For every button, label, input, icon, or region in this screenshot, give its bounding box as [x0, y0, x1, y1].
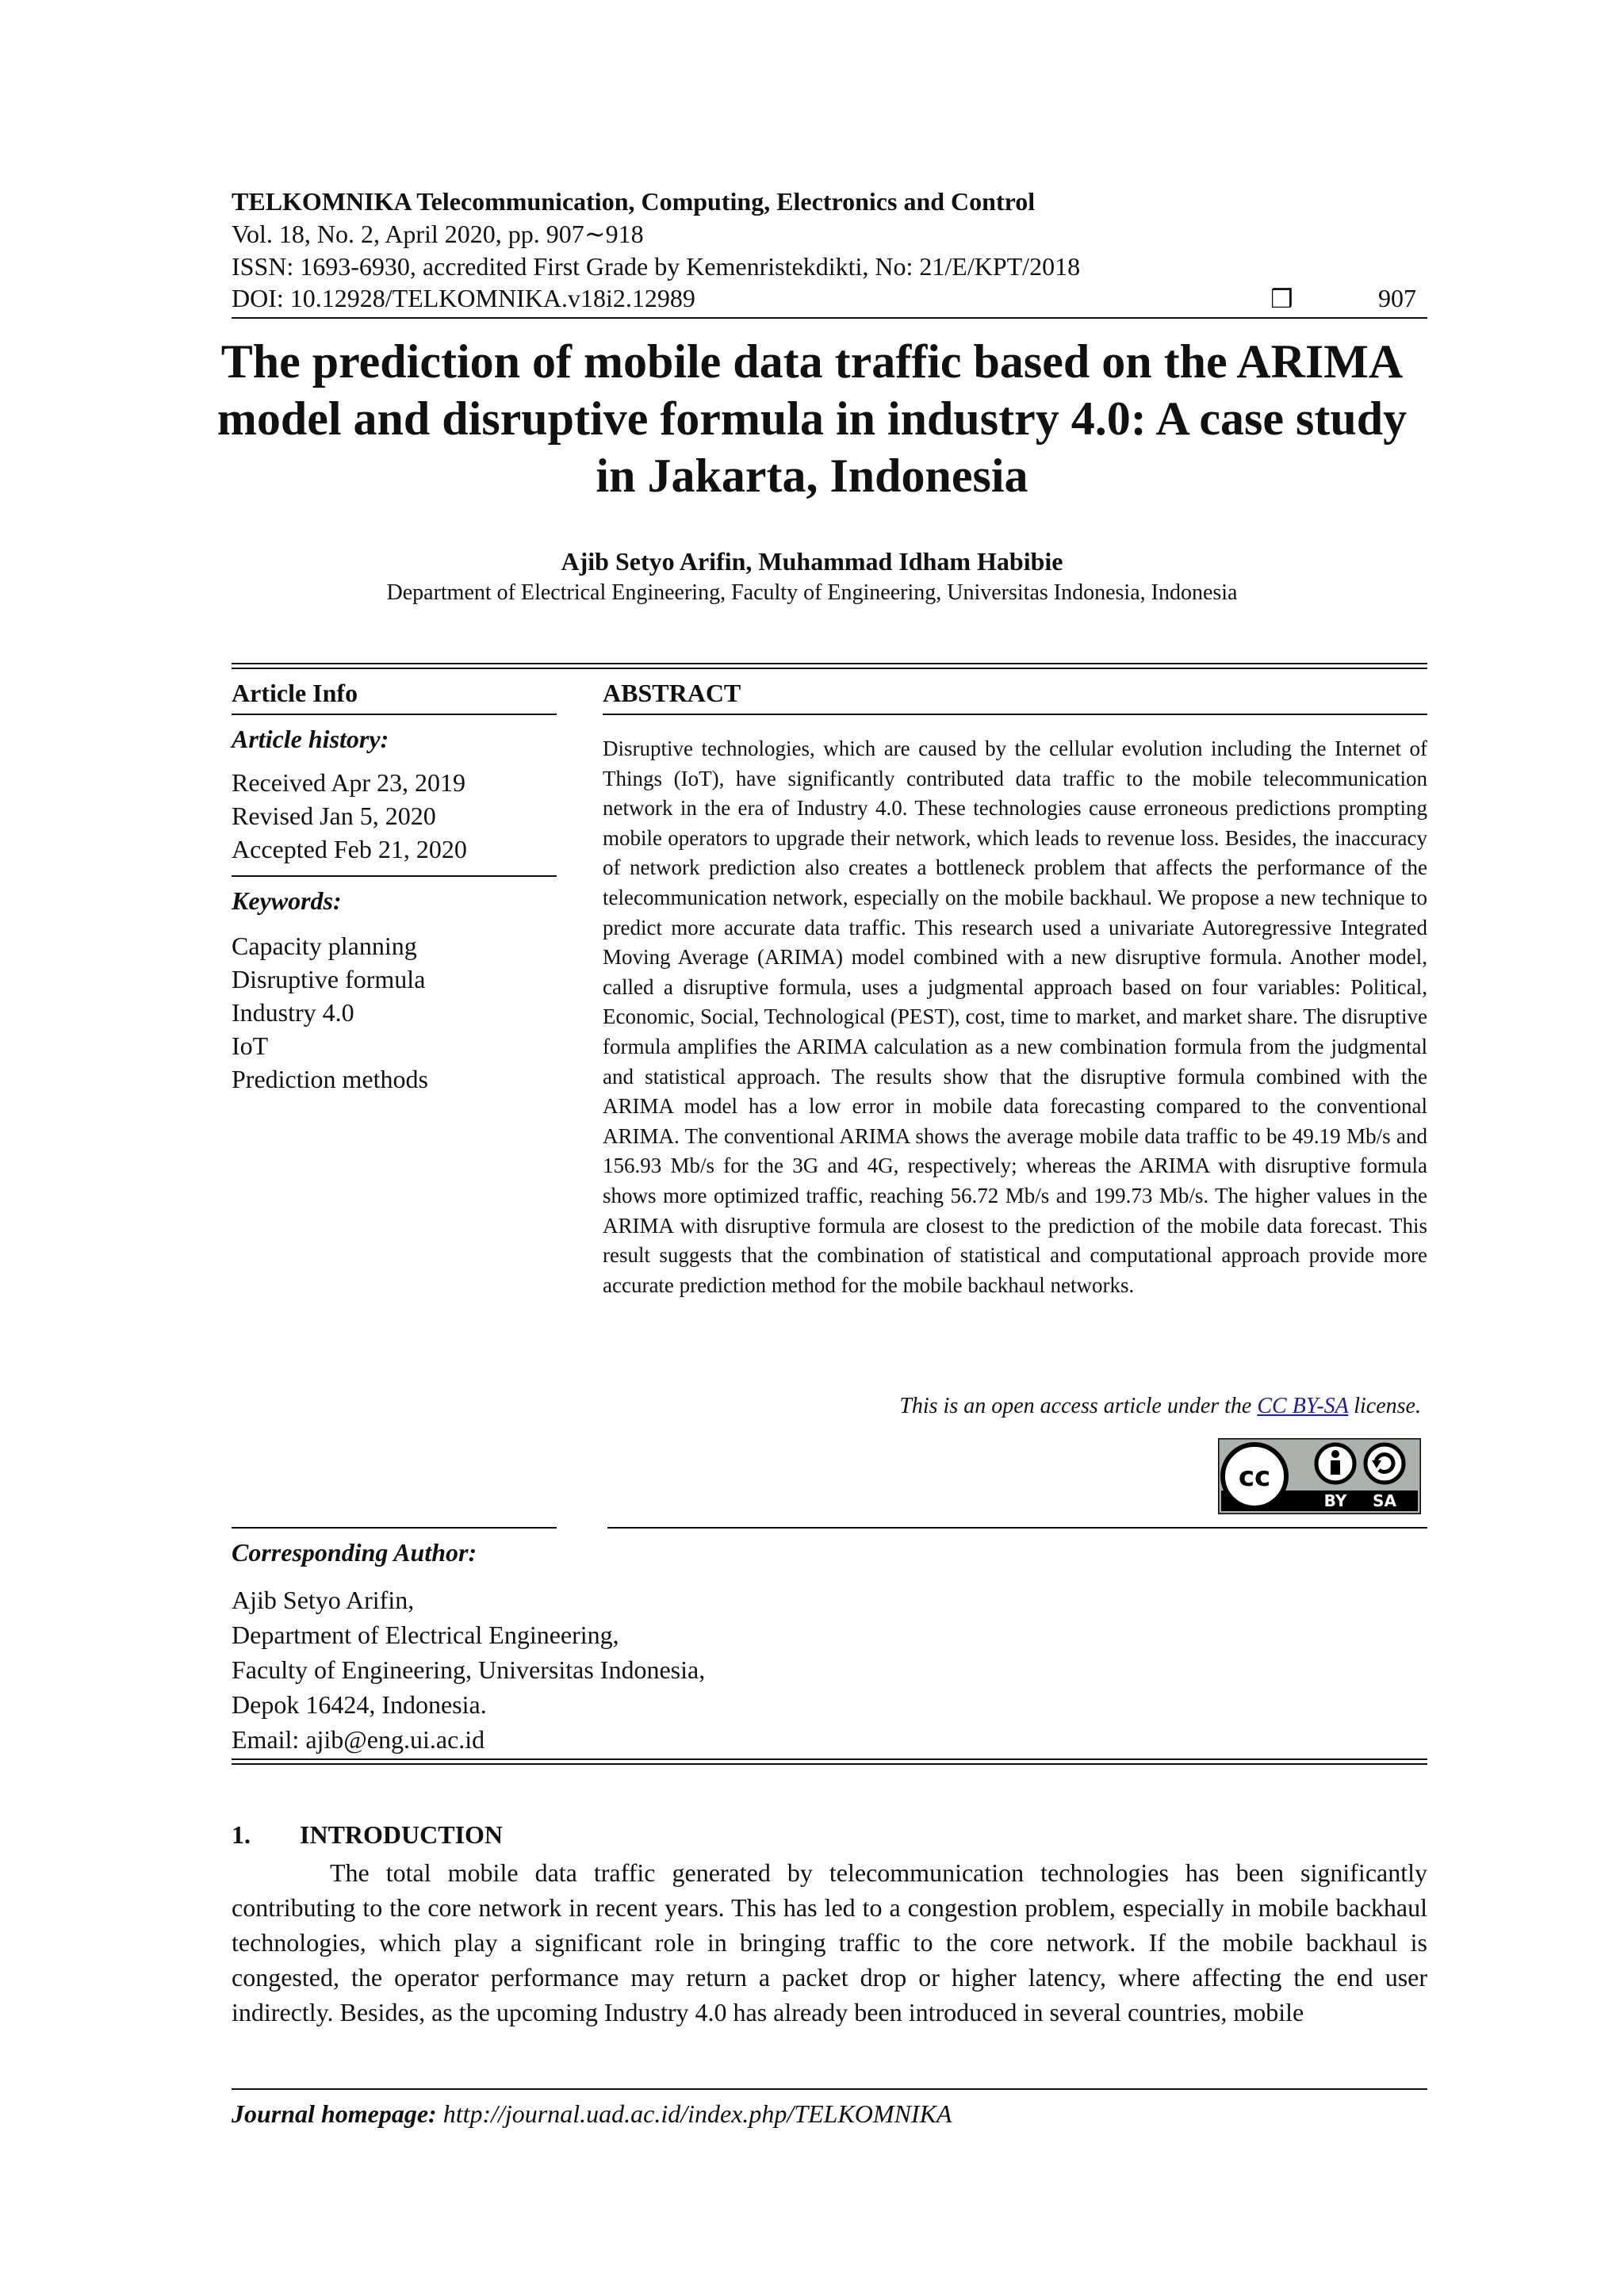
corresponding-name: Ajib Setyo Arifin, [232, 1586, 415, 1614]
history-accepted: Accepted Feb 21, 2020 [232, 835, 467, 863]
homepage-label: Journal homepage: [232, 2099, 437, 2128]
affiliation: Department of Electrical Engineering, Faculty of Engineering, Universitas Indonesia, Indonesia [386, 580, 1238, 605]
section-number: 1. [232, 1820, 251, 1849]
corresponding-author-details [232, 1582, 705, 1757]
journal-name: TELKOMNIKA Telecommunication, Computing, Electronics and Control [232, 187, 1036, 216]
title-line: model and disruptive formula in industry 4.0: A case study [216, 392, 1408, 445]
title-line: in Jakarta, Indonesia [596, 450, 1028, 502]
keyword-item: Prediction methods [232, 1065, 428, 1093]
open-access-prefix: This is an open access article under the [899, 1394, 1258, 1418]
article-doi: DOI: 10.12928/TELKOMNIKA.v18i2.12989 [232, 284, 695, 312]
corresponding-address: Depok 16424, Indonesia. [232, 1690, 487, 1719]
keyword-item: IoT [232, 1031, 269, 1060]
history-revised: Revised Jan 5, 2020 [232, 802, 436, 830]
cc-icon-text: cc [1238, 1461, 1271, 1493]
share-alike-icon [1365, 1445, 1404, 1483]
corresponding-email: Email: ajib@eng.ui.ac.id [232, 1725, 485, 1754]
journal-volume: Vol. 18, No. 2, April 2020, pp. 907∼918 [232, 220, 644, 248]
keywords-label: Keywords: [232, 886, 342, 915]
corresponding-rule-right [607, 1527, 1427, 1529]
journal-issn: ISSN: 1693-6930, accredited First Grade by Kemenristekdikti, No: 21/E/KPT/2018 [232, 252, 1081, 281]
title-line: The prediction of mobile data traffic based on the ARIMA [220, 335, 1404, 388]
box-icon: ❒ [1270, 284, 1293, 314]
cc-by-sa-link[interactable]: CC BY-SA [1257, 1394, 1349, 1418]
abstract-text: Disruptive technologies, which are caused by the cellular evolution including the Internet of Things (IoT), have significantly contributed data traffic to the mobile telecommunication network in the era of Industry 4.0. These technologies cause erroneous predictions prompting mobile operators to upgrade their network, which leads to revenue loss. Besides, the inaccuracy of network prediction also creates a bottleneck problem that affects the performance of the telecommunication network, especially on the mobile backhaul. We propose a new technique to predict more accurate data traffic. This research used a univariate Autoregressive Integrated Moving Average (ARIMA) model combined with a new disruptive formula. Another model, called a disruptive formula, uses a judgmental approach based on four variables: Political, Economic, Social, Technological (PEST), cost, time to market, and market share. The disruptive formula amplifies the ARIMA calculation as a new combination formula from the judgmental and statistical approach. The results show that the disruptive formula combined with the ARIMA model has a low error in mobile data forecasting compared to the conventional ARIMA. The conventional ARIMA shows the average mobile data traffic to be 49.19 Mb/s and 156.93 Mb/s for the 3G and 4G, respectively; whereas the ARIMA with disruptive formula shows more optimized traffic, reaching 56.72 Mb/s and 199.73 Mb/s. The higher values in the ARIMA with disruptive formula are closest to the prediction of the mobile data forecast. This result suggests that the combination of statistical and computational approach provide more accurate prediction method for the mobile backhaul networks. [603, 737, 1427, 1297]
cc-badge-graphic [1218, 1438, 1421, 1514]
introduction-text: The total mobile data traffic generated by telecommunication technologies has been significantly contributing to the core network in recent years. This has led to a congestion problem, especially in mobile backhaul technologies, which play a significant role in bringing traffic to the core network. If the mobile backhaul is congested, the operator performance may return a packet drop or higher latency, where affecting the end user indirectly. Besides, as the upcoming Industry 4.0 has already been introduced in several countries, mobile [232, 1858, 1427, 2026]
corresponding-author-label: Corresponding Author: [232, 1538, 477, 1567]
open-access-note [714, 1394, 1421, 1419]
keywords-rule [232, 875, 557, 877]
corresponding-department: Department of Electrical Engineering, [232, 1621, 619, 1649]
keyword-item: Disruptive formula [232, 965, 426, 993]
introduction-heading [232, 1820, 503, 1850]
history-label: Article history: [232, 725, 389, 753]
section-double-rule-top [232, 663, 1427, 664]
intro-double-rule-bottom [232, 1763, 1427, 1765]
corresponding-rule-left [232, 1527, 557, 1529]
abstract-rule [603, 714, 1427, 715]
history-received: Received Apr 23, 2019 [232, 768, 466, 797]
article-info-heading: Article Info [232, 679, 358, 707]
authors: Ajib Setyo Arifin, Muhammad Idham Habibie [561, 547, 1063, 576]
cc-by-sa-badge[interactable] [1218, 1438, 1421, 1514]
corresponding-faculty: Faculty of Engineering, Universitas Indonesia, [232, 1655, 706, 1684]
by-label: BY [1323, 1491, 1347, 1510]
journal-homepage [232, 2099, 952, 2129]
section-title: INTRODUCTION [300, 1820, 504, 1849]
open-access-suffix: license. [1348, 1394, 1421, 1418]
article-info-rule [232, 714, 557, 715]
abstract-heading: ABSTRACT [603, 679, 741, 707]
keyword-item: Industry 4.0 [232, 998, 354, 1027]
homepage-url[interactable]: http://journal.uad.ac.id/index.php/TELKOMNIKA [442, 2099, 952, 2128]
section-double-rule-bottom [232, 668, 1427, 669]
keyword-item: Capacity planning [232, 932, 417, 960]
header-rule [232, 317, 1427, 319]
sa-label: SA [1373, 1491, 1396, 1510]
keywords-list [232, 929, 428, 1096]
paper-title [174, 333, 1450, 504]
history-list [232, 766, 467, 866]
footer-rule [232, 2088, 1427, 2090]
page-number: 907 [1378, 284, 1416, 312]
intro-double-rule-top [232, 1758, 1427, 1760]
